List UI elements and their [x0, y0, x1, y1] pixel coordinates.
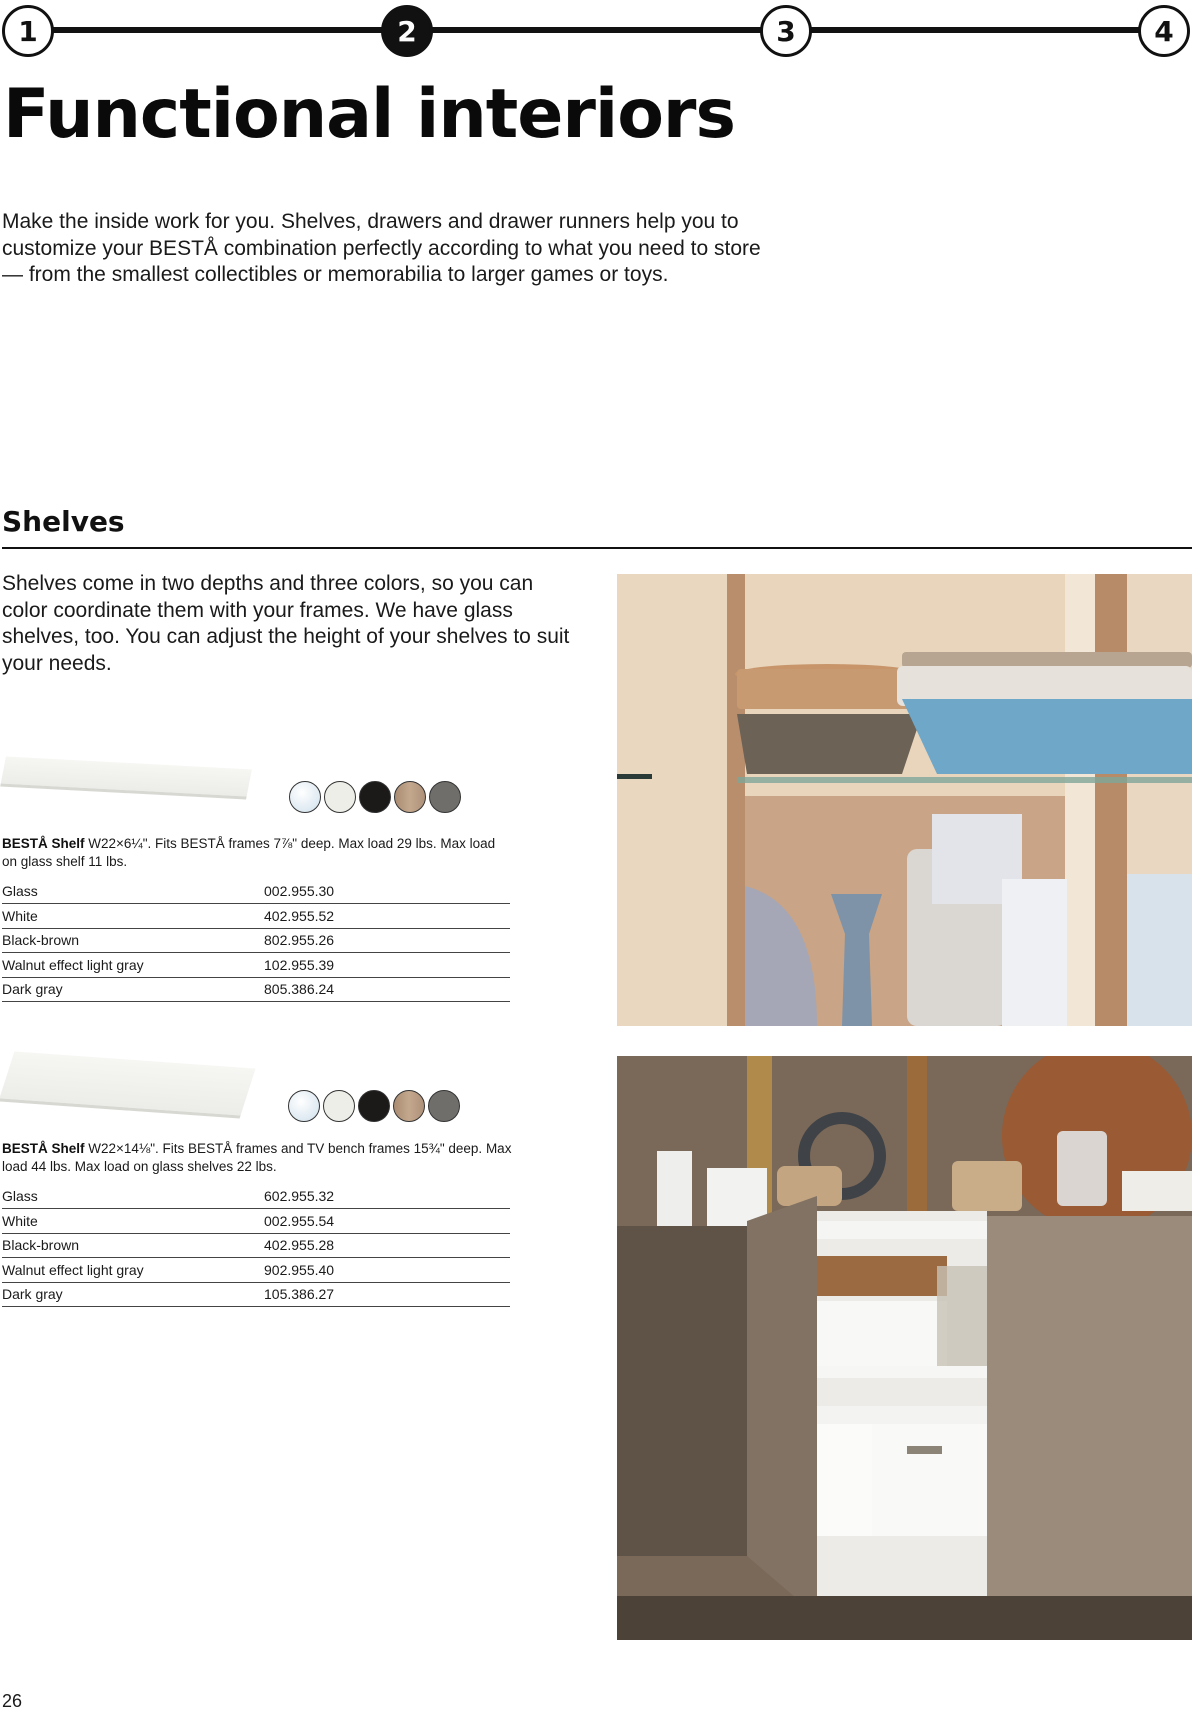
variant-color: Black-brown [2, 1237, 80, 1254]
product-name: BESTÅ Shelf [2, 836, 85, 851]
shelf-product-image [2, 755, 252, 805]
shelf-product-image [2, 1050, 252, 1115]
variant-color: Dark gray [2, 1286, 63, 1303]
article-number: 602.955.32 [264, 1188, 335, 1204]
article-number: 002.955.54 [264, 1212, 335, 1229]
color-swatches [288, 1090, 460, 1122]
swatch-white[interactable] [324, 781, 356, 813]
variant-color: Glass [2, 1188, 38, 1204]
color-swatches [289, 781, 461, 813]
variant-color: Walnut effect light gray [2, 1261, 144, 1278]
table-row [2, 904, 510, 929]
section-divider [2, 547, 1192, 549]
product-name: BESTÅ Shelf [2, 1141, 85, 1156]
swatch-dark-gray[interactable] [428, 1090, 460, 1122]
table-row [2, 1184, 510, 1209]
product-description [2, 835, 512, 871]
variant-color: Black-brown [2, 932, 80, 949]
article-number: 402.955.52 [264, 907, 335, 924]
photo-glass-shelf-cabinet [617, 574, 1192, 1026]
variant-color: Walnut effect light gray [2, 956, 144, 973]
table-row [2, 928, 510, 953]
cabinet-illustration [617, 574, 1192, 1026]
product-specs: W22×14⅛". Fits BESTÅ frames and TV bench frames 15¾" deep. Max load 44 lbs. Max load on glass shelves 22 lbs. [2, 1141, 512, 1174]
article-table [2, 879, 510, 1002]
page-title: Functional interiors [3, 75, 735, 154]
swatch-white[interactable] [323, 1090, 355, 1122]
step-4[interactable]: 4 [1138, 5, 1190, 57]
table-row [2, 1282, 510, 1307]
variant-color: White [2, 907, 38, 924]
article-number: 402.955.28 [264, 1237, 335, 1254]
article-number: 102.955.39 [264, 956, 335, 973]
swatch-walnut-effect-light-gray[interactable] [394, 781, 426, 813]
intro-paragraph: Make the inside work for you. Shelves, drawers and drawer runners help you to customize your BESTÅ combination perfectly according to what you need to store — from the smallest collectibles or memorabilia to larger games or toys. [2, 210, 761, 286]
swatch-glass[interactable] [288, 1090, 320, 1122]
section-description: Shelves come in two depths and three colors, so you can color coordinate them with your frames. We have glass shelves, too. You can adjust the height of your shelves to suit your needs. [2, 572, 570, 675]
product-specs: W22×6¼". Fits BESTÅ frames 7⅞" deep. Max load 29 lbs. Max load on glass shelf 11 lbs. [2, 836, 496, 869]
table-row [2, 1258, 510, 1283]
swatch-black-brown[interactable] [359, 781, 391, 813]
product-description [2, 1140, 512, 1176]
step-2-active[interactable]: 2 [381, 5, 433, 57]
variant-color: Dark gray [2, 981, 63, 998]
step-3[interactable]: 3 [760, 5, 812, 57]
variant-color: White [2, 1212, 38, 1229]
article-number: 105.386.27 [264, 1286, 335, 1303]
article-number: 805.386.24 [264, 981, 335, 998]
progress-stepper [2, 3, 1192, 57]
article-table [2, 1184, 510, 1307]
table-row [2, 1209, 510, 1234]
table-row [2, 1233, 510, 1258]
photo-open-sideboard [617, 1056, 1192, 1640]
table-row [2, 977, 510, 1002]
step-1[interactable]: 1 [2, 5, 54, 57]
sideboard-illustration [617, 1056, 1192, 1640]
article-number: 802.955.26 [264, 932, 335, 949]
table-row [2, 953, 510, 978]
swatch-black-brown[interactable] [358, 1090, 390, 1122]
swatch-dark-gray[interactable] [429, 781, 461, 813]
section-title: Shelves [2, 505, 125, 538]
variant-color: Glass [2, 883, 38, 899]
stepper-line [32, 27, 1162, 33]
article-number: 902.955.40 [264, 1261, 335, 1278]
table-row [2, 879, 510, 904]
page-number: 26 [2, 1691, 23, 1711]
swatch-glass[interactable] [289, 781, 321, 813]
article-number: 002.955.30 [264, 883, 335, 899]
swatch-walnut-effect-light-gray[interactable] [393, 1090, 425, 1122]
